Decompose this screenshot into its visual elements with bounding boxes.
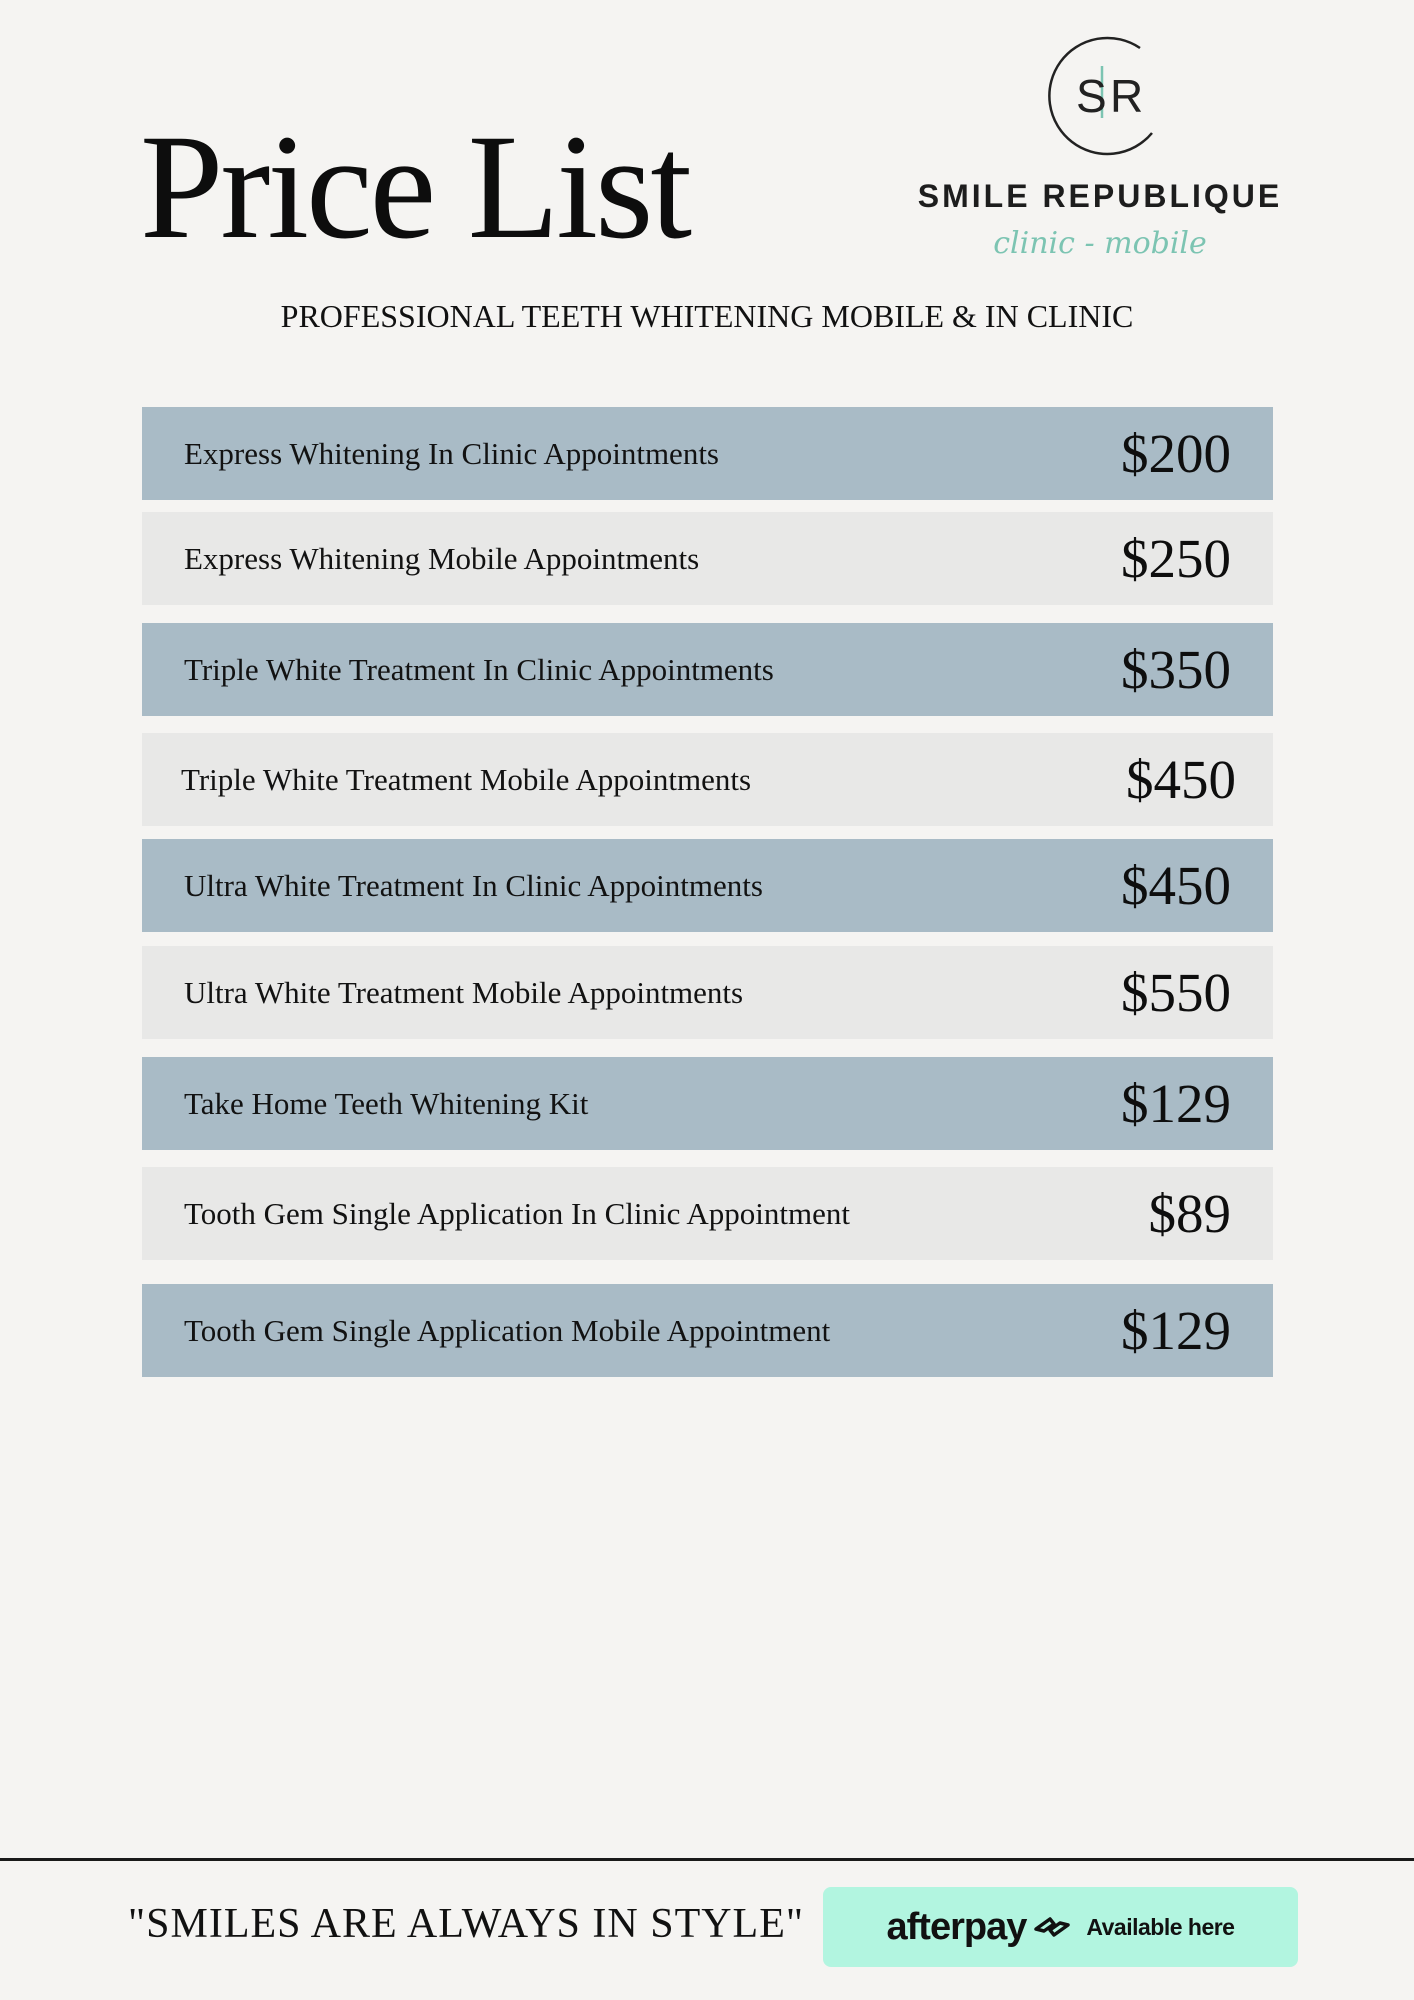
monogram-right: R xyxy=(1110,70,1144,122)
service-price: $450 xyxy=(1121,855,1231,916)
service-price: $129 xyxy=(1121,1073,1231,1134)
monogram-left: S xyxy=(1076,70,1107,122)
afterpay-badge[interactable] xyxy=(823,1887,1298,1967)
service-name: Express Whitening In Clinic Appointments xyxy=(184,435,719,471)
service-name: Tooth Gem Single Application In Clinic Appointment xyxy=(184,1195,851,1231)
price-row xyxy=(142,407,1273,500)
service-price: $200 xyxy=(1121,423,1231,484)
page-title: Price List xyxy=(140,104,690,270)
footer-divider xyxy=(0,1858,1414,1861)
service-name: Ultra White Treatment Mobile Appointments xyxy=(184,974,744,1010)
service-price: $129 xyxy=(1121,1300,1231,1361)
price-row xyxy=(142,512,1273,605)
footer-quote: "SMILES ARE ALWAYS IN STYLE" xyxy=(128,1901,805,1947)
page-subtitle: PROFESSIONAL TEETH WHITENING MOBILE & IN CLINIC xyxy=(280,298,1134,334)
service-price: $550 xyxy=(1121,962,1231,1023)
service-name: Take Home Teeth Whitening Kit xyxy=(184,1085,589,1121)
monogram-circle-icon xyxy=(1040,28,1164,162)
brand-logo xyxy=(900,28,1300,278)
service-name: Ultra White Treatment In Clinic Appointments xyxy=(184,867,763,903)
afterpay-arrows-icon xyxy=(1032,1913,1072,1941)
price-row xyxy=(142,1057,1273,1150)
price-row xyxy=(142,733,1273,826)
price-row xyxy=(142,946,1273,1039)
service-price: $89 xyxy=(1148,1183,1231,1244)
price-row xyxy=(142,1284,1273,1377)
service-name: Express Whitening Mobile Appointments xyxy=(184,540,700,576)
price-row xyxy=(142,839,1273,932)
afterpay-wordmark: afterpay xyxy=(886,1905,1027,1948)
afterpay-available-text: Available here xyxy=(1086,1913,1235,1940)
service-price: $350 xyxy=(1121,639,1231,700)
service-name: Triple White Treatment In Clinic Appointments xyxy=(184,651,774,687)
service-name: Triple White Treatment Mobile Appointments xyxy=(181,761,752,797)
service-price: $250 xyxy=(1121,528,1231,589)
service-price: $450 xyxy=(1126,749,1236,810)
brand-tagline: clinic - mobile xyxy=(993,226,1207,261)
brand-name: SMILE REPUBLIQUE xyxy=(917,178,1283,214)
price-row xyxy=(142,623,1273,716)
service-name: Tooth Gem Single Application Mobile Appointment xyxy=(184,1312,831,1348)
price-row xyxy=(142,1167,1273,1260)
